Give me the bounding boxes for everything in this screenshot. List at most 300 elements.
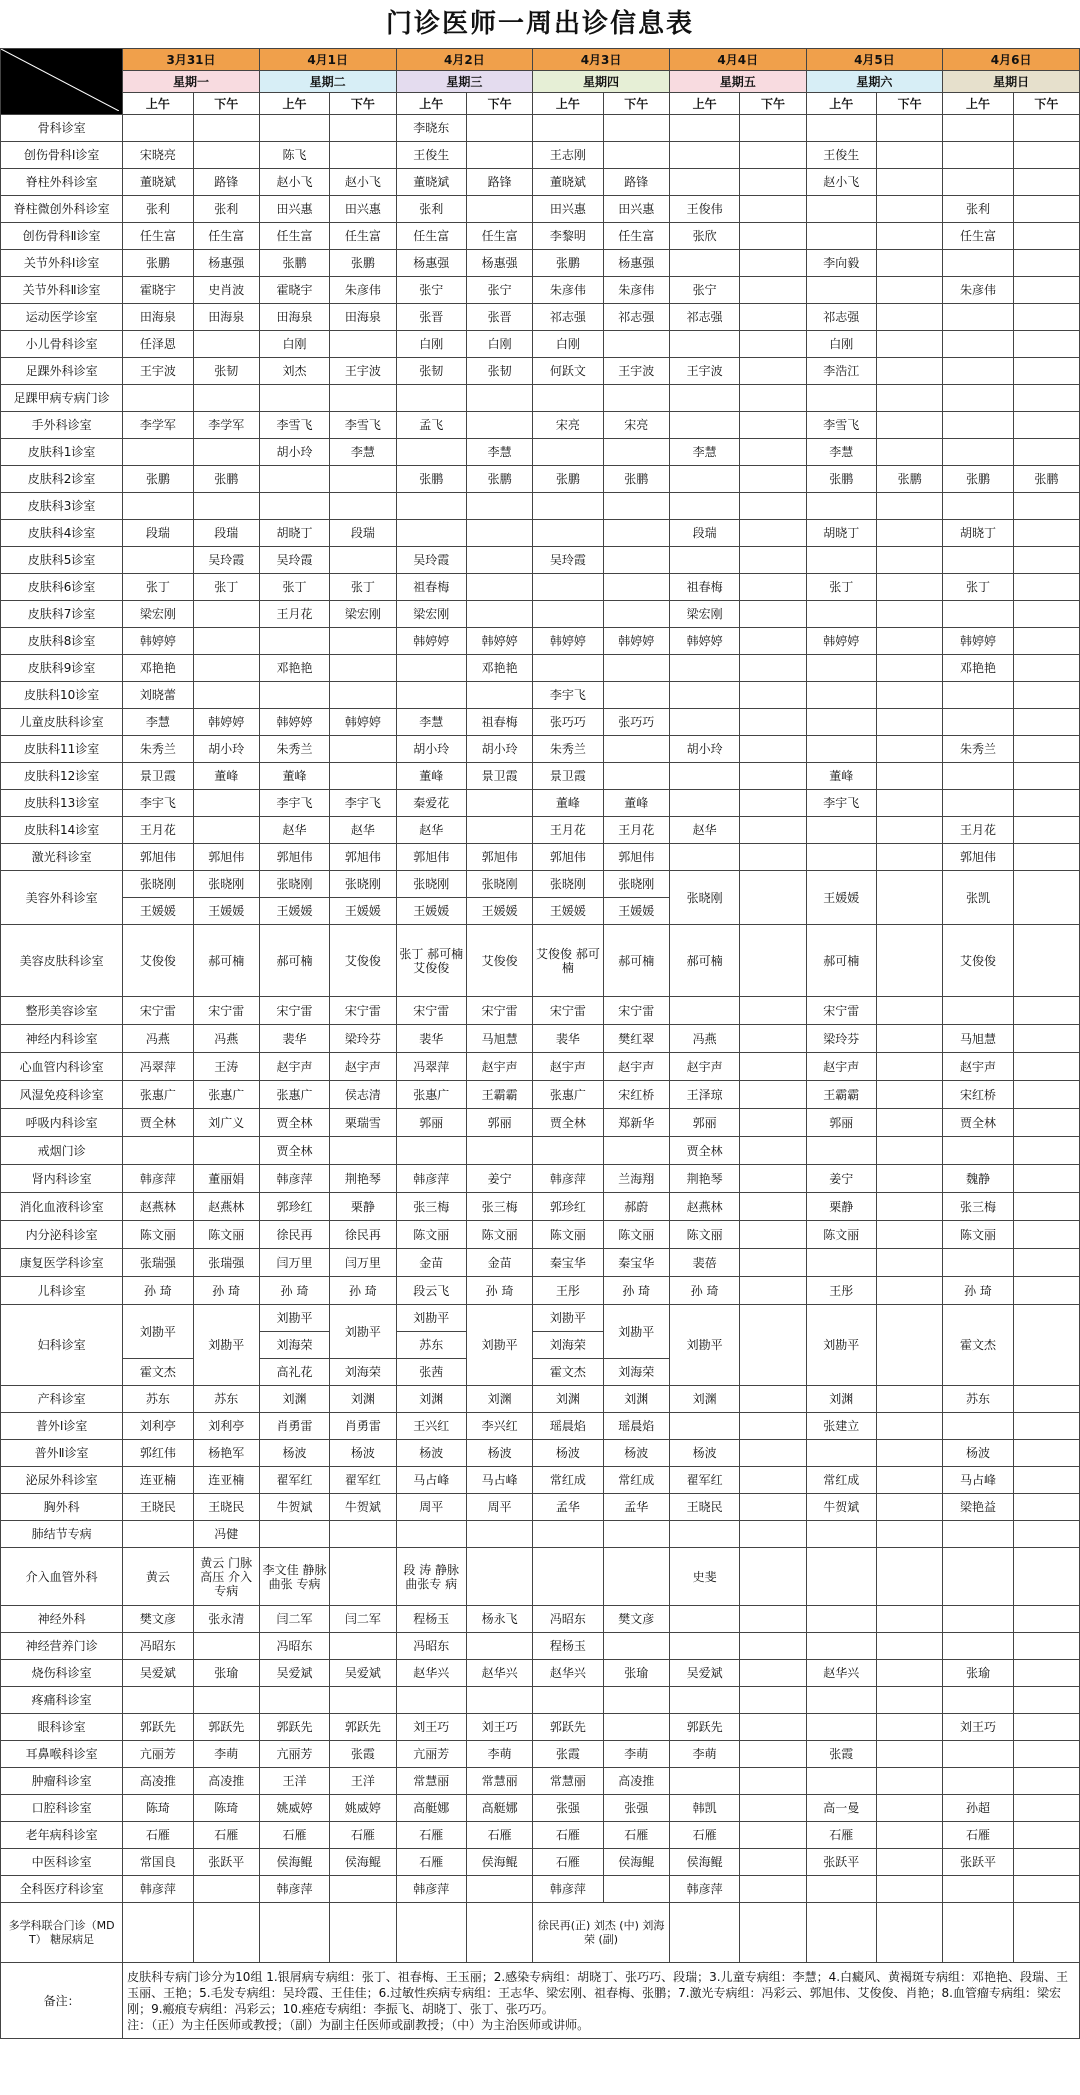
schedule-cell: 陈飞 [259, 142, 329, 169]
schedule-cell [740, 1137, 806, 1165]
schedule-cell: 王俊伟 [669, 196, 739, 223]
schedule-cell [669, 493, 739, 520]
table-row [1, 1440, 1080, 1467]
schedule-cell: 刘勘平 [669, 1305, 739, 1386]
schedule-cell [1013, 1249, 1079, 1277]
schedule-cell: 樊红翠 [603, 1025, 669, 1053]
schedule-cell [877, 331, 943, 358]
schedule-cell: 宋亮 [533, 412, 603, 439]
schedule-cell: 张宁 [669, 277, 739, 304]
table-row [1, 1660, 1080, 1687]
schedule-cell: 张瑜 [603, 1660, 669, 1687]
schedule-cell [123, 547, 193, 574]
schedule-cell [533, 115, 603, 142]
schedule-cell [193, 439, 259, 466]
schedule-cell: 杨波 [466, 1440, 532, 1467]
schedule-cell: 邓艳艳 [123, 655, 193, 682]
schedule-cell: 张永清 [193, 1606, 259, 1633]
schedule-cell: 路锋 [603, 169, 669, 196]
dept-label: 皮肤科5诊室 [1, 547, 123, 574]
schedule-cell [259, 115, 329, 142]
schedule-cell: 张利 [396, 196, 466, 223]
schedule-cell: 贾全林 [943, 1109, 1013, 1137]
schedule-cell: 张建立 [806, 1413, 876, 1440]
schedule-cell: 刘勘平 [603, 1305, 669, 1359]
schedule-cell: 梁艳益 [943, 1494, 1013, 1521]
schedule-cell: 祖春梅 [669, 574, 739, 601]
schedule-cell: 段瑞 [330, 520, 396, 547]
schedule-cell: 邓艳艳 [259, 655, 329, 682]
schedule-cell: 郭红伟 [123, 1440, 193, 1467]
schedule-cell: 王月花 [123, 817, 193, 844]
schedule-cell [396, 493, 466, 520]
dept-label: 中医科诊室 [1, 1849, 123, 1876]
schedule-cell [603, 601, 669, 628]
dept-label: 呼吸内科诊室 [1, 1109, 123, 1137]
schedule-cell [943, 601, 1013, 628]
dept-label: 全科医疗科诊室 [1, 1876, 123, 1903]
schedule-cell: 朱秀兰 [123, 736, 193, 763]
schedule-cell: 梁宏刚 [396, 601, 466, 628]
schedule-cell: 张鹏 [1013, 466, 1079, 493]
schedule-cell: 张晋 [466, 304, 532, 331]
schedule-cell [330, 1876, 396, 1903]
dept-label: 耳鼻喉科诊室 [1, 1741, 123, 1768]
schedule-cell: 张韧 [396, 358, 466, 385]
schedule-cell [533, 520, 603, 547]
schedule-cell: 韩彦萍 [669, 1876, 739, 1903]
schedule-cell [533, 655, 603, 682]
schedule-cell: 赵华 [330, 817, 396, 844]
schedule-cell [943, 1903, 1013, 1963]
schedule-cell [1013, 790, 1079, 817]
schedule-cell: 黄云 门脉高压 介入专病 [193, 1548, 259, 1606]
schedule-cell [740, 304, 806, 331]
schedule-cell: 陈文丽 [466, 1221, 532, 1249]
schedule-cell: 赵燕林 [123, 1193, 193, 1221]
schedule-cell: 何跃文 [533, 358, 603, 385]
schedule-cell: 牛贺斌 [806, 1494, 876, 1521]
schedule-cell: 张晓刚 [603, 871, 669, 898]
schedule-cell: 贾全林 [259, 1109, 329, 1137]
schedule-cell: 荆艳琴 [330, 1165, 396, 1193]
schedule-cell: 刘杰 [259, 358, 329, 385]
schedule-cell: 张三梅 [466, 1193, 532, 1221]
schedule-cell [533, 1137, 603, 1165]
schedule-cell: 李浩江 [806, 358, 876, 385]
schedule-cell [466, 1876, 532, 1903]
schedule-cell [740, 385, 806, 412]
schedule-cell [603, 142, 669, 169]
schedule-cell: 白刚 [259, 331, 329, 358]
schedule-cell: 张三梅 [943, 1193, 1013, 1221]
schedule-cell: 韩婷婷 [259, 709, 329, 736]
schedule-cell: 韩婷婷 [193, 709, 259, 736]
schedule-table [0, 48, 1080, 2039]
table-row [1, 682, 1080, 709]
schedule-cell [806, 385, 876, 412]
schedule-cell: 路锋 [466, 169, 532, 196]
schedule-cell [943, 142, 1013, 169]
schedule-cell [806, 682, 876, 709]
schedule-cell [943, 439, 1013, 466]
schedule-cell: 高凌推 [603, 1768, 669, 1795]
schedule-cell: 马旭慧 [466, 1025, 532, 1053]
schedule-cell: 孟华 [533, 1494, 603, 1521]
dept-label: 口腔科诊室 [1, 1795, 123, 1822]
schedule-cell: 陈文丽 [396, 1221, 466, 1249]
schedule-cell: 郝可楠 [603, 925, 669, 997]
schedule-cell: 王媛媛 [330, 898, 396, 925]
schedule-cell [806, 1548, 876, 1606]
schedule-cell: 金苗 [466, 1249, 532, 1277]
schedule-cell [396, 385, 466, 412]
schedule-cell: 张鹏 [193, 466, 259, 493]
dept-label: 皮肤科2诊室 [1, 466, 123, 493]
schedule-cell [466, 412, 532, 439]
schedule-cell [193, 628, 259, 655]
schedule-cell [533, 1687, 603, 1714]
schedule-cell: 景卫霞 [466, 763, 532, 790]
schedule-cell [330, 1548, 396, 1606]
schedule-cell [740, 250, 806, 277]
schedule-cell [259, 1687, 329, 1714]
schedule-cell: 王霸霸 [466, 1081, 532, 1109]
schedule-cell [877, 709, 943, 736]
schedule-cell [877, 628, 943, 655]
pm-header: 下午 [466, 93, 532, 115]
schedule-cell [943, 412, 1013, 439]
schedule-cell: 陈文丽 [603, 1221, 669, 1249]
schedule-cell [396, 682, 466, 709]
schedule-cell: 冯翠萍 [123, 1053, 193, 1081]
schedule-cell [877, 1440, 943, 1467]
schedule-cell [1013, 1548, 1079, 1606]
table-row [1, 196, 1080, 223]
schedule-cell: 侯海鲲 [603, 1849, 669, 1876]
schedule-cell [877, 1822, 943, 1849]
schedule-cell [877, 844, 943, 871]
schedule-cell: 张惠广 [396, 1081, 466, 1109]
dept-label: 皮肤科10诊室 [1, 682, 123, 709]
table-row [1, 574, 1080, 601]
schedule-cell [466, 196, 532, 223]
schedule-cell [1013, 1413, 1079, 1440]
schedule-cell [740, 1633, 806, 1660]
schedule-cell [877, 1687, 943, 1714]
schedule-cell [193, 655, 259, 682]
schedule-cell: 侯海鲲 [466, 1849, 532, 1876]
schedule-cell [877, 385, 943, 412]
schedule-cell [943, 1741, 1013, 1768]
am-header: 上午 [123, 93, 193, 115]
schedule-cell: 李向毅 [806, 250, 876, 277]
schedule-cell [1013, 655, 1079, 682]
schedule-cell: 冯昭东 [396, 1633, 466, 1660]
schedule-cell: 秦宝华 [603, 1249, 669, 1277]
schedule-cell: 高礼花 [259, 1359, 329, 1386]
schedule-cell [877, 1193, 943, 1221]
schedule-cell: 程杨玉 [396, 1606, 466, 1633]
table-row [1, 547, 1080, 574]
dept-label: 多学科联合门诊（MDT） 糖尿病足 [1, 1903, 123, 1963]
schedule-cell: 白刚 [396, 331, 466, 358]
schedule-cell: 郑新华 [603, 1109, 669, 1137]
schedule-cell: 任泽恩 [123, 331, 193, 358]
dept-label: 疼痛科诊室 [1, 1687, 123, 1714]
table-row [1, 601, 1080, 628]
schedule-cell [943, 1137, 1013, 1165]
schedule-cell: 董峰 [259, 763, 329, 790]
schedule-cell [806, 817, 876, 844]
schedule-cell [669, 1606, 739, 1633]
schedule-cell [740, 997, 806, 1025]
table-row [1, 628, 1080, 655]
schedule-cell: 马占峰 [396, 1467, 466, 1494]
schedule-cell [877, 1249, 943, 1277]
schedule-cell [877, 1768, 943, 1795]
notes-specialty: 皮肤科专病门诊分为10组 1.银屑病专病组：张丁、祖春梅、王玉丽；2.感染专病组：胡晓丁、张巧巧、段瑞；3.儿童专病组：李慧；4.白癜风、黄褐斑专病组：邓艳艳、段瑞、王玉丽、王艳；5.毛发专病组：吴玲霞、王佳佳；6.过敏性疾病专病组：王志华、梁宏刚、祖春梅、张鹏；7.激光专病组：冯彩云、郭旭伟、艾俊俊、肖艳；8.血管瘤专病组：梁宏刚；9.瘢痕专病组：冯彩云；10.痤疮专病组：李振飞、胡晓丁、张丁、张巧巧。 [127, 1969, 1069, 2016]
mdt-note: 徐民再(正) 刘杰 (中) 刘海荣 (副) [533, 1903, 670, 1963]
schedule-cell: 刘勘平 [330, 1305, 396, 1359]
schedule-cell [877, 169, 943, 196]
table-row [1, 493, 1080, 520]
table-row [1, 93, 1080, 115]
schedule-cell [330, 115, 396, 142]
notes-label: 备注： [1, 1963, 123, 2039]
schedule-cell: 李萌 [603, 1741, 669, 1768]
schedule-cell: 侯志清 [330, 1081, 396, 1109]
dept-label: 皮肤科9诊室 [1, 655, 123, 682]
schedule-cell [1013, 1467, 1079, 1494]
pm-header: 下午 [740, 93, 806, 115]
date-header: 4月2日 [396, 49, 533, 71]
schedule-cell [943, 385, 1013, 412]
date-header: 3月31日 [123, 49, 260, 71]
dept-label: 内分泌科诊室 [1, 1221, 123, 1249]
schedule-cell: 高一曼 [806, 1795, 876, 1822]
table-row [1, 304, 1080, 331]
schedule-cell [877, 1467, 943, 1494]
schedule-cell [396, 1687, 466, 1714]
schedule-cell: 张鹏 [533, 250, 603, 277]
schedule-cell [1013, 331, 1079, 358]
schedule-cell [877, 439, 943, 466]
pm-header: 下午 [1013, 93, 1079, 115]
schedule-cell [740, 1660, 806, 1687]
schedule-cell: 韩彦萍 [123, 1165, 193, 1193]
schedule-cell [193, 817, 259, 844]
schedule-cell: 魏静 [943, 1165, 1013, 1193]
schedule-cell: 霍晓宇 [123, 277, 193, 304]
schedule-cell [877, 1109, 943, 1137]
schedule-cell [466, 682, 532, 709]
dept-label: 关节外科Ⅰ诊室 [1, 250, 123, 277]
schedule-cell: 韩凯 [669, 1795, 739, 1822]
schedule-cell: 赵宇声 [943, 1053, 1013, 1081]
schedule-cell: 刘王巧 [396, 1714, 466, 1741]
schedule-cell: 吴玲霞 [396, 547, 466, 574]
schedule-cell: 路锋 [193, 169, 259, 196]
schedule-cell [1013, 1521, 1079, 1548]
schedule-cell: 胡小玲 [396, 736, 466, 763]
schedule-cell: 张鹏 [259, 250, 329, 277]
schedule-cell [877, 1025, 943, 1053]
schedule-cell: 孙超 [943, 1795, 1013, 1822]
schedule-cell: 张跃平 [193, 1849, 259, 1876]
schedule-cell [806, 736, 876, 763]
schedule-cell [330, 1903, 396, 1963]
dept-label: 小儿骨科诊室 [1, 331, 123, 358]
schedule-cell: 张丁 [943, 574, 1013, 601]
schedule-cell [1013, 1025, 1079, 1053]
table-row [1, 412, 1080, 439]
schedule-cell: 韩彦萍 [396, 1876, 466, 1903]
schedule-cell [669, 1768, 739, 1795]
schedule-cell: 张丁 [806, 574, 876, 601]
schedule-cell [603, 520, 669, 547]
schedule-cell: 张丁 [259, 574, 329, 601]
schedule-cell: 张鹏 [123, 466, 193, 493]
schedule-cell: 王宇波 [330, 358, 396, 385]
schedule-cell: 李萌 [193, 1741, 259, 1768]
table-row [1, 358, 1080, 385]
schedule-cell [877, 925, 943, 997]
schedule-cell: 郭丽 [396, 1109, 466, 1137]
schedule-cell [193, 1903, 259, 1963]
schedule-cell [877, 601, 943, 628]
schedule-cell: 王宇波 [123, 358, 193, 385]
dept-label: 普外Ⅱ诊室 [1, 1440, 123, 1467]
schedule-cell [669, 547, 739, 574]
schedule-cell [877, 574, 943, 601]
schedule-cell: 常红成 [603, 1467, 669, 1494]
schedule-cell: 董晓斌 [396, 169, 466, 196]
schedule-cell: 刘王巧 [466, 1714, 532, 1741]
schedule-cell [330, 1687, 396, 1714]
schedule-cell: 杨艳军 [193, 1440, 259, 1467]
table-row [1, 142, 1080, 169]
schedule-cell [877, 1795, 943, 1822]
schedule-cell [1013, 736, 1079, 763]
schedule-cell [669, 142, 739, 169]
schedule-cell: 张巧巧 [603, 709, 669, 736]
schedule-cell: 孙 琦 [259, 1277, 329, 1305]
schedule-cell: 裴华 [396, 1025, 466, 1053]
schedule-cell: 马占峰 [466, 1467, 532, 1494]
schedule-cell: 孙 琦 [330, 1277, 396, 1305]
schedule-cell: 侯海鲲 [669, 1849, 739, 1876]
schedule-cell: 朱彦伟 [603, 277, 669, 304]
schedule-cell: 赵小飞 [806, 169, 876, 196]
schedule-cell: 田海泉 [193, 304, 259, 331]
schedule-cell: 赵华兴 [466, 1660, 532, 1687]
date-header: 4月6日 [943, 49, 1080, 71]
schedule-cell: 宋宁雷 [330, 997, 396, 1025]
schedule-cell [877, 790, 943, 817]
schedule-cell [466, 115, 532, 142]
schedule-cell: 张鹏 [603, 466, 669, 493]
schedule-cell: 石雁 [396, 1849, 466, 1876]
schedule-cell [740, 682, 806, 709]
dept-label: 肿瘤科诊室 [1, 1768, 123, 1795]
schedule-cell: 郭跃先 [123, 1714, 193, 1741]
dept-label: 神经营养门诊 [1, 1633, 123, 1660]
schedule-cell: 孙 琦 [943, 1277, 1013, 1305]
schedule-cell [740, 331, 806, 358]
schedule-cell [330, 628, 396, 655]
schedule-cell: 郝可楠 [193, 925, 259, 997]
schedule-cell: 胡小玲 [466, 736, 532, 763]
schedule-cell: 李雪飞 [330, 412, 396, 439]
dept-label: 胸外科 [1, 1494, 123, 1521]
schedule-cell: 朱彦伟 [943, 277, 1013, 304]
schedule-cell [877, 304, 943, 331]
schedule-cell [1013, 169, 1079, 196]
schedule-cell: 石雁 [466, 1822, 532, 1849]
dept-label: 骨科诊室 [1, 115, 123, 142]
dept-label: 老年病科诊室 [1, 1822, 123, 1849]
schedule-cell [740, 358, 806, 385]
schedule-cell: 侯海鲲 [259, 1849, 329, 1876]
table-row [1, 250, 1080, 277]
schedule-cell [533, 493, 603, 520]
schedule-cell [943, 997, 1013, 1025]
schedule-cell: 段瑞 [123, 520, 193, 547]
schedule-cell: 王媛媛 [466, 898, 532, 925]
schedule-cell: 亢丽芳 [396, 1741, 466, 1768]
schedule-cell: 郭丽 [806, 1109, 876, 1137]
table-row [1, 439, 1080, 466]
dept-label: 皮肤科7诊室 [1, 601, 123, 628]
weekday-header: 星期二 [259, 71, 396, 93]
schedule-cell: 史肖波 [193, 277, 259, 304]
schedule-cell [193, 1633, 259, 1660]
schedule-cell: 艾俊俊 [123, 925, 193, 997]
schedule-cell [740, 574, 806, 601]
schedule-cell: 胡晓丁 [259, 520, 329, 547]
schedule-cell: 刘渊 [603, 1386, 669, 1413]
schedule-cell [1013, 997, 1079, 1025]
schedule-cell: 赵宇声 [330, 1053, 396, 1081]
schedule-cell [1013, 871, 1079, 925]
schedule-cell: 陈琦 [193, 1795, 259, 1822]
schedule-cell: 李雪飞 [259, 412, 329, 439]
schedule-cell: 田海泉 [330, 304, 396, 331]
schedule-cell: 韩婷婷 [806, 628, 876, 655]
dept-label: 足踝外科诊室 [1, 358, 123, 385]
schedule-cell: 秦宝华 [533, 1249, 603, 1277]
schedule-cell: 胡晓丁 [943, 520, 1013, 547]
schedule-cell [669, 709, 739, 736]
schedule-cell [396, 439, 466, 466]
schedule-cell: 韩婷婷 [533, 628, 603, 655]
schedule-cell: 刘渊 [806, 1386, 876, 1413]
date-header: 4月1日 [259, 49, 396, 71]
schedule-cell: 黄云 [123, 1548, 193, 1606]
schedule-cell: 张晓刚 [466, 871, 532, 898]
schedule-cell: 韩彦萍 [533, 1876, 603, 1903]
table-row [1, 1193, 1080, 1221]
schedule-cell [466, 493, 532, 520]
schedule-cell: 张晓刚 [330, 871, 396, 898]
dept-label: 脊柱外科诊室 [1, 169, 123, 196]
schedule-cell [123, 1903, 193, 1963]
schedule-cell: 陈文丽 [669, 1221, 739, 1249]
schedule-cell: 史斐 [669, 1548, 739, 1606]
schedule-cell: 郝可楠 [669, 925, 739, 997]
schedule-cell: 常红成 [533, 1467, 603, 1494]
